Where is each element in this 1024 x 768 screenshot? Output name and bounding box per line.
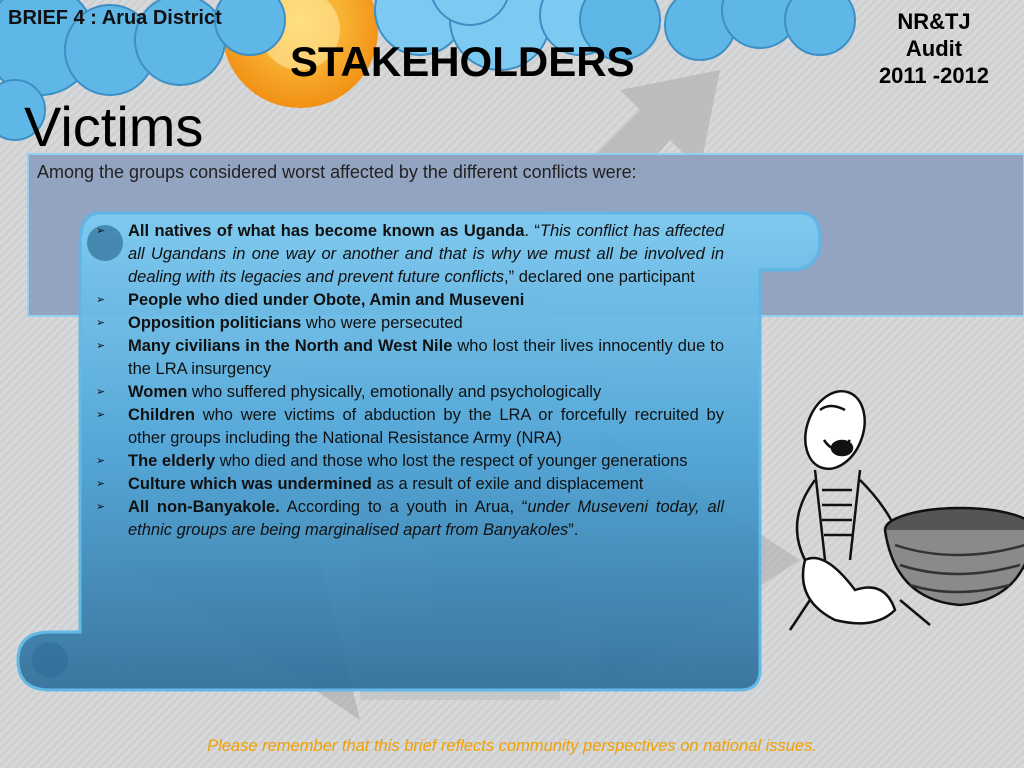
item-quote: under Museveni today, all ethnic groups are being marginalised apart from Banyakoles [128,498,724,539]
list-item: ➢ The elderly who died and those who lost the respect of younger generations [94,450,724,473]
list-item: ➢ Children who were victims of abduction by the LRA or forcefully recruited by other groups including the National Resistance Army (NRA) [96,406,724,447]
bullet-arrow-icon: ➢ [96,340,106,352]
bullet-arrow-icon: ➢ [96,294,106,306]
bullet-arrow-icon: ➢ [96,386,106,398]
bullet-arrow-icon: ➢ [96,455,106,467]
item-bold: People who died under Obote, Amin and Museveni [128,291,525,309]
list-item: ➢ All non-Banyakole. According to a youth in Arua, “under Museveni today, all ethnic groups are being marginalised apart from Banyakoles”. [96,498,724,539]
item-bold: All natives of what has become known as Uganda [128,222,525,240]
list-item: ➢ All natives of what has become known as Uganda. “This conflict has affected all Ugandans in one way or another and that is why we must all be involved in dealing with its legacies and prevent future conflicts,” declared one participant [96,222,724,286]
audit-line: 2011 -2012 [878,63,990,88]
list-item [94,289,724,312]
item-bold: Children [128,406,195,424]
bullet-arrow-icon: ➢ [96,501,106,513]
item-bold: All non-Banyakole. [128,498,280,516]
audit-label [860,8,1008,89]
bullet-arrow-icon: ➢ [96,478,106,490]
list-item: ➢ Women who suffered physically, emotionally and psychologically [94,381,724,404]
list-item: ➢ Many civilians in the North and West Nile who lost their lives innocently due to the LRA insurgency [96,337,724,378]
item-bold: Opposition politicians [128,314,302,332]
item-bold: The elderly [128,452,216,470]
list-item: ➢ Culture which was undermined as a result of exile and displacement [94,473,724,496]
victim-groups-list [94,220,724,542]
slide-heading: STAKEHOLDERS [290,38,635,85]
audit-line: NR&TJ [897,9,971,34]
item-quote: This conflict has affected all Ugandans in one way or another and that is why we must all be involved in dealing with its legacies and prevent future conflicts [128,222,724,286]
list-item: ➢ Opposition politicians who were persecuted [94,312,724,335]
audit-line: Audit [905,36,963,61]
intro-text: Among the groups considered worst affected by the different conflicts were: [37,162,637,182]
brief-title: BRIEF 4 : Arua District [8,7,222,29]
bullet-arrow-icon: ➢ [96,317,106,329]
section-title: Victims [24,95,204,158]
bullet-arrow-icon: ➢ [96,225,106,237]
footer-note: Please remember that this brief reflects community perspectives on national issues. [207,737,817,755]
bullet-arrow-icon: ➢ [96,409,106,421]
item-bold: Women [128,383,188,401]
item-bold: Many civilians in the North and West Nile [128,337,453,355]
item-bold: Culture which was undermined [128,475,372,493]
